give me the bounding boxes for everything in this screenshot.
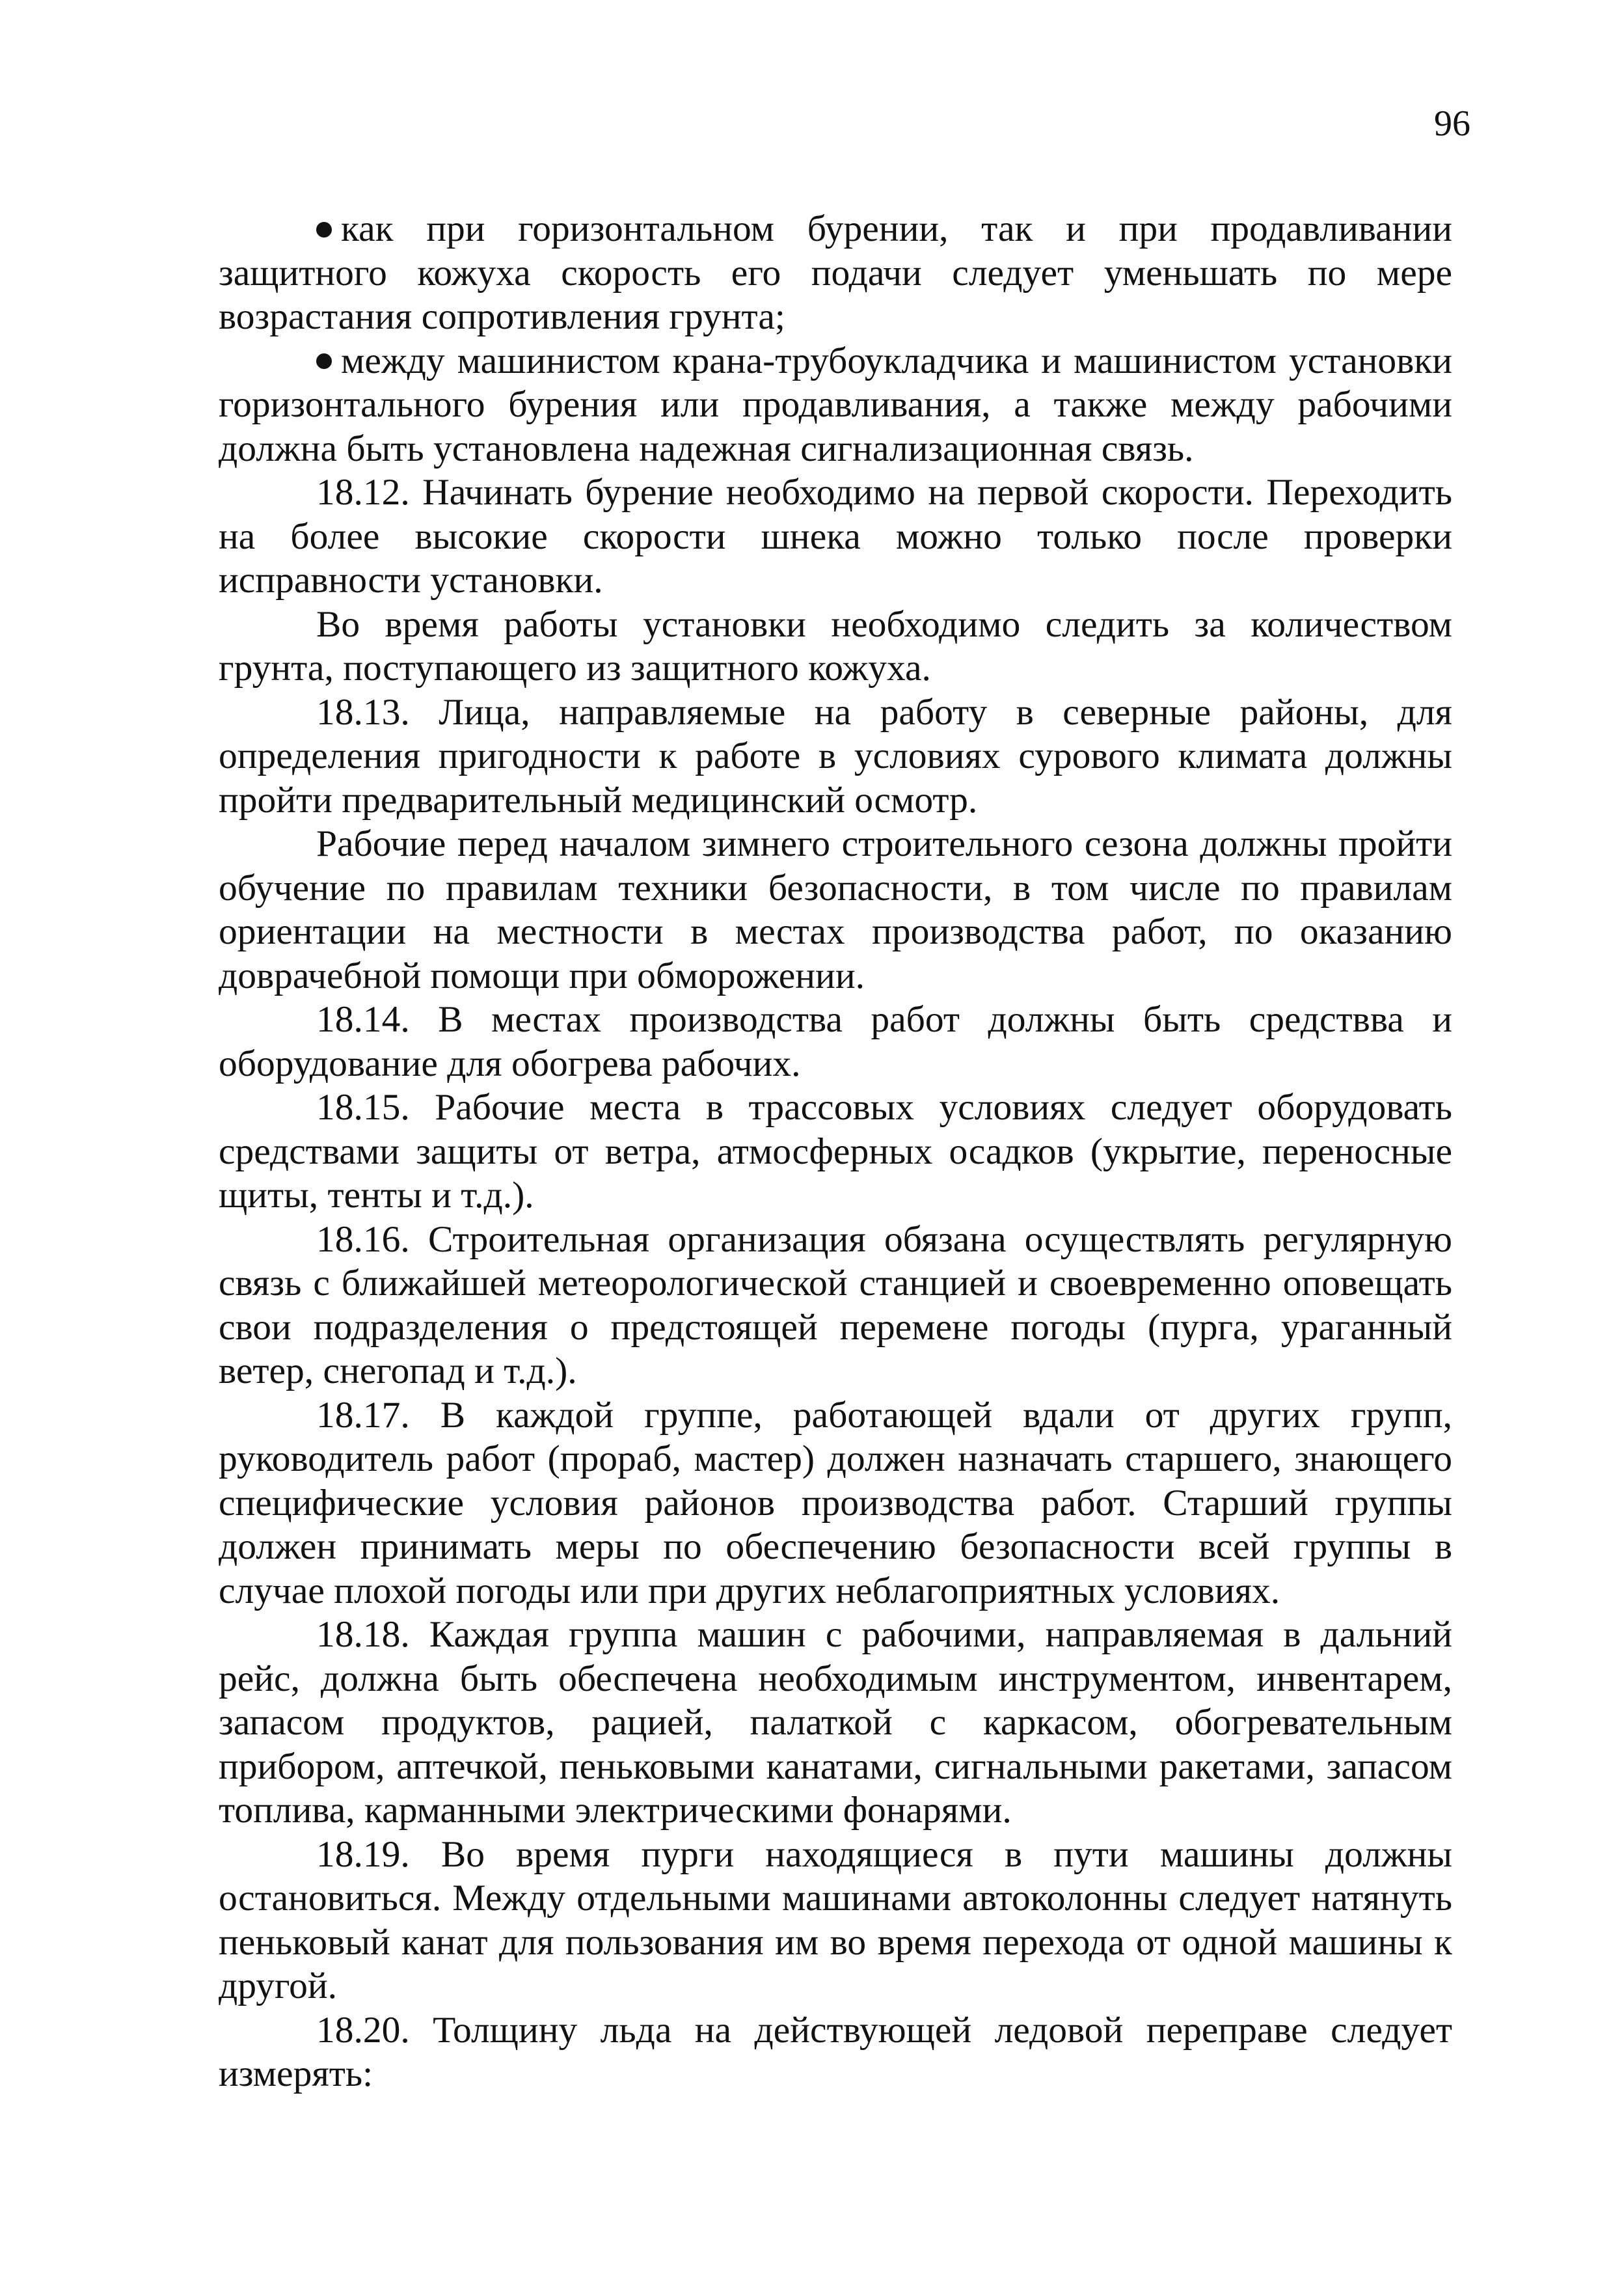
paragraph-18-16: 18.16. Строительная организация обязана осуществлять регулярную связь с ближайшей метеорологической станцией и своевременно оповещать свои подразделения о предстоящей перемене погоды (пурга, ураганный ветер, снегопад и т.д.). bbox=[219, 1218, 1452, 1391]
paragraph-18-13-cont: Рабочие перед началом зимнего строительного сезона должны пройти обучение по правилам техники безопасности, в том числе по правилам ориентации на местности в местах производства работ, по оказанию доврачебной помощи при обморожении. bbox=[219, 823, 1452, 996]
paragraph-18-13: 18.13. Лица, направляемые на работу в северные районы, для определения пригодности к работе в условиях сурового климата должны пройти предварительный медицинский осмотр. bbox=[219, 691, 1452, 821]
paragraph-18-15: 18.15. Рабочие места в трассовых условиях следует оборудовать средствами защиты от ветра, атмосферных осадков (укрытие, переносные щиты, тенты и т.д.). bbox=[219, 1087, 1452, 1216]
paragraph-18-12-cont: Во время работы установки необходимо следить за количеством грунта, поступающего из защитного кожуха. bbox=[219, 603, 1452, 689]
paragraph-18-20: 18.20. Толщину льда на действующей ледовой переправе следует измерять: bbox=[219, 2009, 1452, 2094]
paragraph-text: как при горизонтальном бурении, так и при продавливании защитного кожуха скорость его подачи следует уменьшать по мере возрастания сопротивления грунта; bbox=[219, 208, 1452, 337]
bullet-paragraph bbox=[219, 207, 1452, 339]
bullet-paragraph bbox=[219, 339, 1452, 471]
page-number: 96 bbox=[1434, 103, 1470, 144]
paragraph-18-18: 18.18. Каждая группа машин с рабочими, направляемая в дальний рейс, должна быть обеспечена необходимым инструментом, инвентарем, запасом продуктов, рацией, палаткой с каркасом, обогревательным прибором, аптечкой, пеньковыми канатами, сигнальными ракетами, запасом топлива, карманными электрическими фонарями. bbox=[219, 1614, 1452, 1831]
bullet-icon bbox=[316, 353, 332, 369]
document-body bbox=[219, 207, 1452, 2096]
paragraph-18-17: 18.17. В каждой группе, работающей вдали от других групп, руководитель работ (прораб, мастер) должен назначать старшего, знающего специфические условия районов производства работ. Старший группы должен принимать меры по обеспечению безопасности всей группы в случае плохой погоды или при других неблагоприятных условиях. bbox=[219, 1394, 1452, 1611]
bullet-icon bbox=[316, 222, 332, 238]
paragraph-text: между машинистом крана-трубоукладчика и машинистом установки горизонтального бурения или продавливания, а также между рабочими должна быть установлена надежная сигнализационная связь. bbox=[219, 340, 1452, 469]
paragraph-18-12: 18.12. Начинать бурение необходимо на первой скорости. Переходить на более высокие скорости шнека можно только после проверки исправности установки. bbox=[219, 472, 1452, 601]
paragraph-18-19: 18.19. Во время пурги находящиеся в пути машины должны остановиться. Между отдельными машинами автоколонны следует натянуть пеньковый канат для пользования им во время перехода от одной машины к другой. bbox=[219, 1833, 1452, 2006]
paragraph-18-14: 18.14. В местах производства работ должны быть средствва и оборудование для обогрева рабочих. bbox=[219, 999, 1452, 1084]
